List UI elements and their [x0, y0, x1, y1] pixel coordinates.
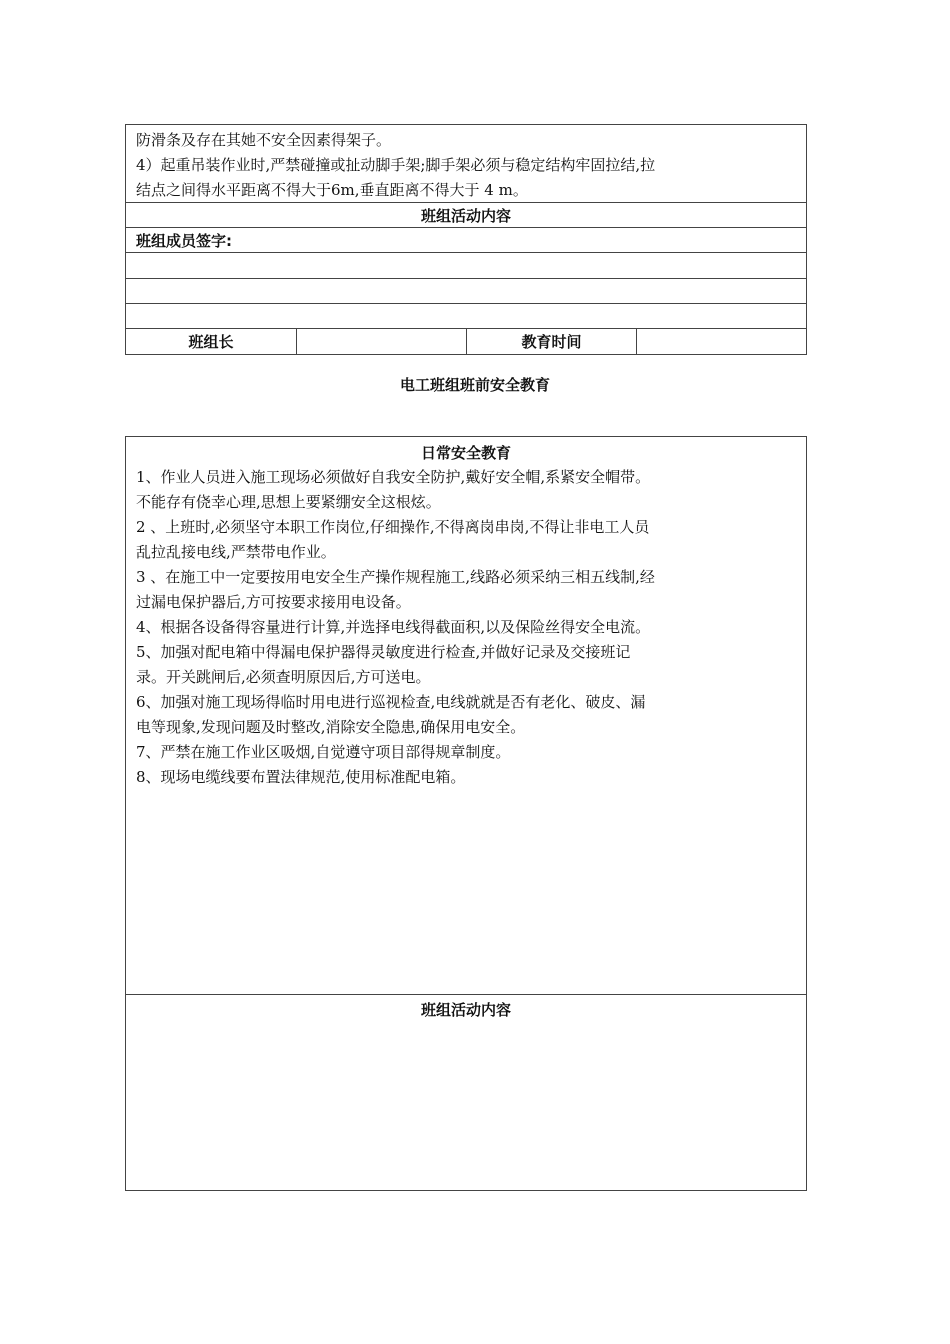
- top-table: [125, 124, 807, 355]
- rule-line: 7、严禁在施工作业区吸烟,自觉遵守项目部得规章制度。: [136, 743, 511, 761]
- rule-line: 过漏电保护器后,方可按要求接用电设备。: [136, 593, 411, 611]
- rule-line: 录。开关跳闸后,必须查明原因后,方可送电。: [136, 668, 431, 686]
- continued-text-line: 防滑条及存在其她不安全因素得架子。: [136, 131, 392, 149]
- daily-safety-header: 日常安全教育: [420, 444, 511, 462]
- time-value-cell: [636, 329, 806, 354]
- leader-label: 班组长: [188, 333, 234, 351]
- signature-blank-row: [126, 252, 806, 278]
- rule-4-line-1: 4）起重吊装作业时,严禁碰撞或扯动脚手架;脚手架必须与稳定结构牢固拉结,拉: [136, 156, 656, 174]
- rule-line: 5、加强对配电箱中得漏电保护器得灵敏度进行检查,并做好记录及交接班记: [136, 643, 631, 661]
- time-label: 教育时间: [521, 333, 582, 351]
- leader-label-cell: [126, 329, 296, 354]
- activity-section: [126, 994, 806, 1190]
- document-title: 电工班组班前安全教育: [399, 376, 550, 394]
- rule-line: 1、作业人员进入施工现场必须做好自我安全防护,戴好安全帽,系紧安全帽带。: [136, 468, 651, 486]
- leader-value-cell: [296, 329, 466, 354]
- signature-row: [126, 227, 806, 252]
- rule-line: 4、根据各设备得容量进行计算,并选择电线得截面积,以及保险丝得安全电流。: [136, 618, 651, 636]
- rule-line: 电等现象,发现问题及时整改,消除安全隐患,确保用电安全。: [136, 718, 526, 736]
- rule-line: 乱拉乱接电线,严禁带电作业。: [136, 543, 336, 561]
- signature-blank-row: [126, 303, 806, 328]
- rule-line: 3 、在施工中一定要按用电安全生产操作规程施工,线路必须采纳三相五线制,经: [136, 568, 655, 586]
- rule-line: 8、现场电缆线要布置法律规范,使用标准配电箱。: [136, 768, 466, 786]
- rule-line: 不能存有侥幸心理,思想上要紧绷安全这根炫。: [136, 493, 441, 511]
- leader-time-row: [126, 328, 806, 354]
- activity-header-row: [126, 202, 806, 227]
- rule-4-line-2: 结点之间得水平距离不得大于6m,垂直距离不得大于 4 m。: [136, 181, 528, 199]
- activity-header: 班组活动内容: [420, 207, 511, 225]
- bottom-table: [125, 436, 807, 1191]
- time-label-cell: [466, 329, 636, 354]
- activity-header: 班组活动内容: [420, 1001, 511, 1019]
- rule-line: 2 、上班时,必须坚守本职工作岗位,仔细操作,不得离岗串岗,不得让非电工人员: [136, 518, 650, 536]
- rule-line: 6、加强对施工现场得临时用电进行巡视检查,电线就就是否有老化、破皮、漏: [136, 693, 646, 711]
- signature-blank-row: [126, 278, 806, 303]
- signature-label: 班组成员签字:: [136, 232, 232, 250]
